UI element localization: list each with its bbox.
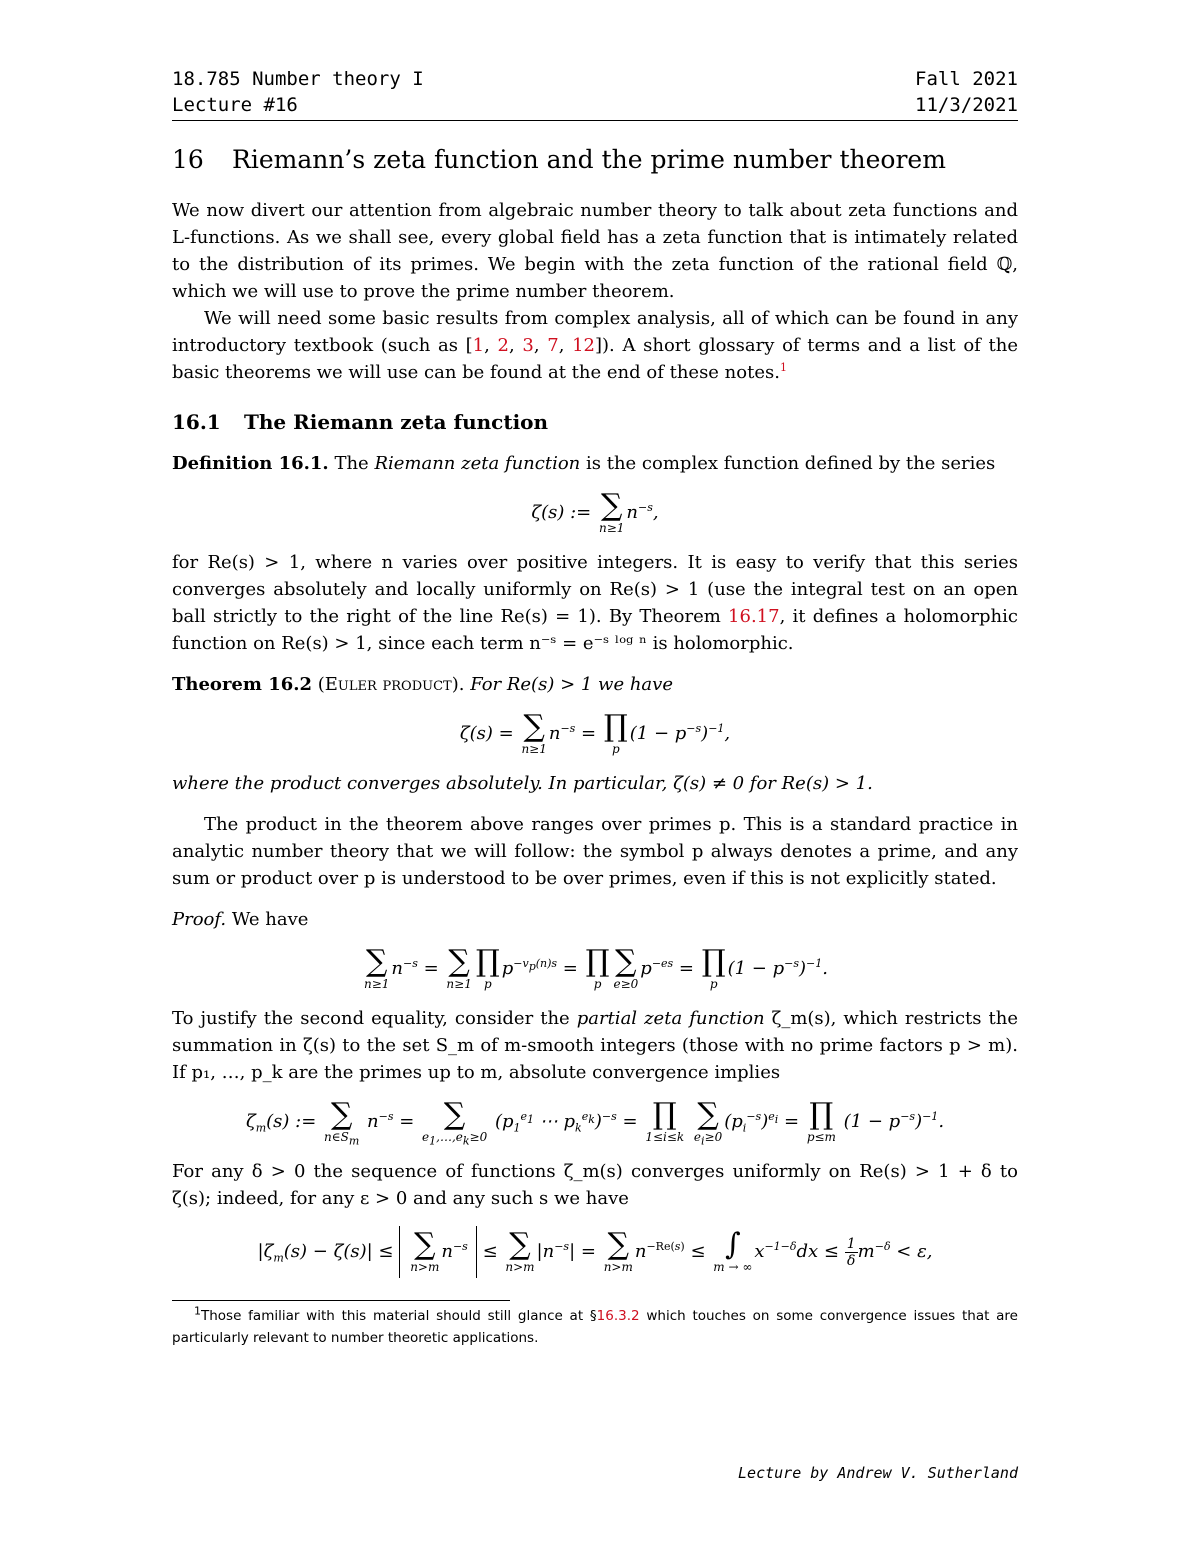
theorem-ref-link[interactable]: 16.17 bbox=[728, 606, 780, 627]
defined-term: Riemann zeta function bbox=[374, 453, 581, 474]
title-number: 16 bbox=[172, 145, 204, 174]
zeta-definition-formula: ζ(s) := ∑ n≥1 $n^{-s}$, bbox=[531, 488, 659, 535]
ref-link-2[interactable]: 2 bbox=[497, 335, 509, 356]
definition-label: Definition 16.1. bbox=[172, 453, 329, 474]
proof-paragraph-2: For any δ > 0 the sequence of functions ζ_m(s) converges uniformly on Re(s) > 1 + δ to ζ(s); indeed, for any ε > 0 and any such s we have bbox=[172, 1161, 1018, 1209]
theorem-name: (Euler product). bbox=[317, 674, 465, 695]
section-heading bbox=[172, 408, 1018, 436]
proof-label: Proof. bbox=[172, 909, 227, 930]
footnote-rule bbox=[172, 1300, 510, 1301]
course-title: 18.785 Number theory I bbox=[172, 68, 424, 90]
page-title bbox=[172, 143, 1018, 177]
theorem-conclusion: where the product converges absolutely. In particular, ζ(s) ≠ 0 for Re(s) > 1. bbox=[172, 773, 873, 794]
footnote-text: $^1$Those familiar with this material should still glance at §16.3.2 which touches on some convergence issues that are particularly relevant to number theoretic applications. bbox=[172, 1304, 1018, 1346]
lecture-number: Lecture #16 bbox=[172, 94, 298, 116]
partial-zeta-term: partial zeta function bbox=[576, 1008, 765, 1029]
proof-formula-2: $\zeta_m(s)$ := ∑ $n\in S_m$ $n^{-s}$ = ∑ $e_1,\dots,e_k\ge 0$ ($p_1^{e_1}$ ⋯ $p_k^{e_k})^{-s}$ = ∏ 1≤i≤k ∑ $e_i\ge 0$ $(p_i^{-s})^{e_i}$ = ∏ p≤m $(1 - p^{-s})^{-1}$. bbox=[245, 1097, 945, 1148]
theorem-statement: For Re(s) > 1 we have bbox=[470, 674, 673, 695]
ref-link-12[interactable]: 12 bbox=[572, 335, 596, 356]
euler-product-formula: ζ(s) = ∑ n≥1 $n^{-s}$ = ∏ p $(1 - p^{-s})^{-1}$, bbox=[459, 709, 731, 756]
proof-formula-1: ∑ n≥1 $n^{-s}$ = ∑ n≥1 ∏ p $p^{-v_p(n)s}$ = ∏ p ∑ e≥0 $p^{-es}$ = ∏ p $(1 - p^{-s})^{-1}$. bbox=[364, 944, 828, 991]
footnote-number: 1 bbox=[194, 1304, 201, 1318]
title-text: Riemann’s zeta function and the prime number theorem bbox=[232, 145, 946, 174]
proof-paragraph-1: To justify the second equality, consider the partial zeta function ζ_m(s), which restricts the summation in ζ(s) to the set S_m of m-smooth integers (those with no prime factors p > m). If p₁, …, p_k are the primes up to m, absolute convergence implies bbox=[172, 1008, 1019, 1083]
term: Fall 2021 bbox=[915, 68, 1018, 90]
sum-operator: ∑ n≥1 bbox=[599, 488, 625, 535]
paper-page bbox=[172, 66, 1018, 1349]
section-title: The Riemann zeta function bbox=[244, 410, 549, 434]
running-header-line2 bbox=[172, 92, 1018, 118]
theorem-label: Theorem 16.2 bbox=[172, 674, 313, 695]
intro-paragraph-2: We will need some basic results from complex analysis, all of which can be found in any introductory textbook (such as [1, 2, 3, 7, 12]). A short glossary of terms and a list of the basic theorems we will use can be found at the end of these notes.$^1$ bbox=[172, 308, 1018, 383]
definition-continuation: for Re(s) > 1, where n varies over positive integers. It is easy to verify that this series converges absolutely and locally uniformly on Re(s) > 1 (use the integral test on an open ball strictly to the right of the line Re(s) = 1). By Theorem 16.17, it defines a holomorphic function on Re(s) > 1, since each term n⁻ˢ = e⁻ˢ ˡᵒᵍ ⁿ is holomorphic. bbox=[172, 552, 1018, 654]
lecture-date: 11/3/2021 bbox=[915, 94, 1018, 116]
page-footer: Lecture by Andrew V. Sutherland bbox=[738, 1464, 1018, 1482]
theorem-block bbox=[172, 671, 1018, 698]
section-number: 16.1 bbox=[172, 410, 221, 434]
footnote-mark[interactable]: 1 bbox=[779, 361, 787, 374]
proof-intro: Proof. We have bbox=[172, 909, 309, 930]
header-rule bbox=[172, 120, 1018, 121]
section-ref-link[interactable]: 16.3.2 bbox=[596, 1308, 640, 1324]
ref-link-3[interactable]: 3 bbox=[522, 335, 534, 356]
running-header-line1 bbox=[172, 66, 1018, 92]
intro-paragraph-1: We now divert our attention from algebraic number theory to talk about zeta functions and L-functions. As we shall see, every global field has a zeta function that is intimately related to the distribution of its primes. We begin with the zeta function of the rational field ℚ, which we will use to prove the prime number theorem. bbox=[172, 200, 1018, 302]
proof-formula-3: $|\zeta_m(s) - \zeta(s)|$ ≤ ∑ n>m $n^{-s}$ ≤ ∑ n>m $|n^{-s}|$ = ∑ n>m $n^{-Re(s)}$ ≤ ∫ m → ∞ $x^{-1-\delta}dx$ ≤ $\frac{1}{\delta}$ $m^{-\delta} < \varepsilon$, bbox=[172, 1226, 1018, 1278]
ref-link-1[interactable]: 1 bbox=[472, 335, 485, 356]
ref-link-7[interactable]: 7 bbox=[547, 335, 559, 356]
remark-paragraph: The product in the theorem above ranges over primes p. This is a standard practice in analytic number theory that we will follow: the symbol p always denotes a prime, and any sum or product over p is understood to be over primes, even if this is not explicitly stated. bbox=[172, 814, 1018, 889]
definition-block: Definition 16.1. The Riemann zeta function is the complex function defined by the series bbox=[172, 453, 996, 474]
